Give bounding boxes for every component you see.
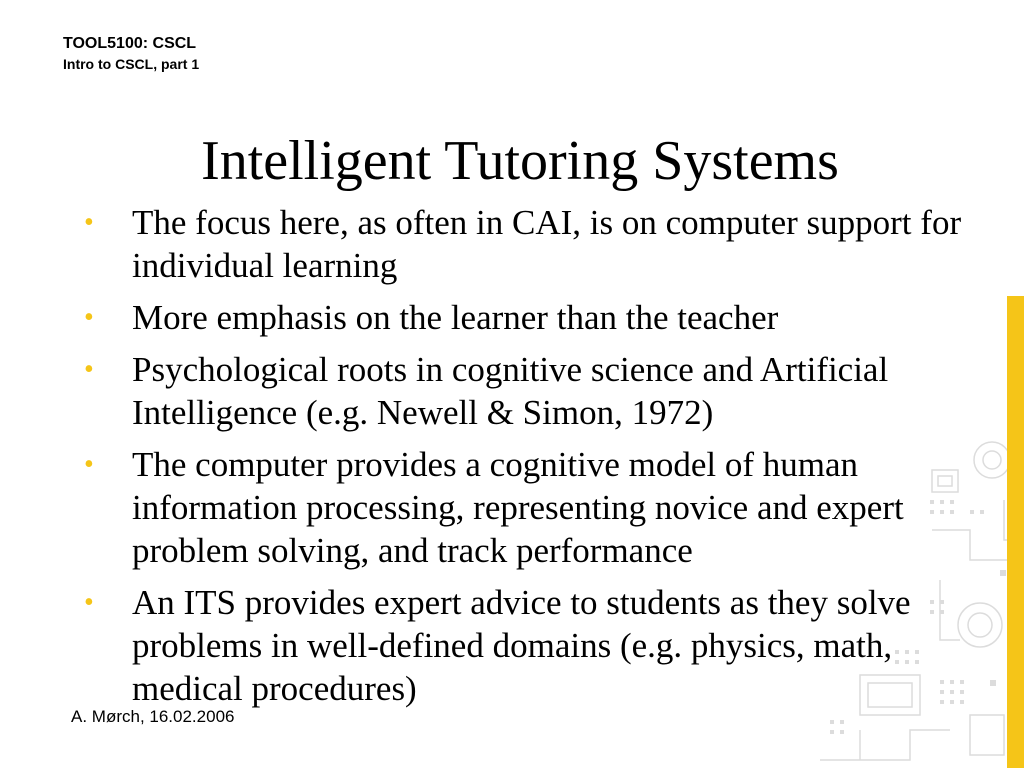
slide-title: Intelligent Tutoring Systems <box>201 130 839 192</box>
bullet-text: The computer provides a cognitive model of human information processing, representing novice and expert problem solving, and track performance <box>132 445 904 570</box>
bullet-marker: • <box>84 207 94 238</box>
bullet-item <box>76 296 976 339</box>
bullet-item <box>76 443 976 572</box>
bullet-item <box>76 348 976 434</box>
bullet-item <box>76 201 976 287</box>
bullet-text: Psychological roots in cognitive science and Artificial Intelligence (e.g. Newell & Simon, 1972) <box>132 350 889 432</box>
bullet-text: More emphasis on the learner than the teacher <box>132 298 779 337</box>
lecture-subtitle: Intro to CSCL, part 1 <box>63 56 200 72</box>
bullet-marker: • <box>84 449 94 480</box>
slide-header <box>63 33 199 74</box>
bullet-list <box>76 201 976 719</box>
bullet-marker: • <box>84 587 94 618</box>
bullet-text: An ITS provides expert advice to students as they solve problems in well-defined domains (e.g. physics, math, medical procedures) <box>132 583 911 708</box>
footer-author-date: A. Mørch, 16.02.2006 <box>71 707 235 726</box>
bullet-marker: • <box>84 354 94 385</box>
bullet-item <box>76 581 976 710</box>
bullet-marker: • <box>84 302 94 333</box>
bullet-text: The focus here, as often in CAI, is on computer support for individual learning <box>132 203 962 285</box>
course-code: TOOL5100: CSCL <box>63 35 197 52</box>
accent-bar <box>1007 296 1024 768</box>
